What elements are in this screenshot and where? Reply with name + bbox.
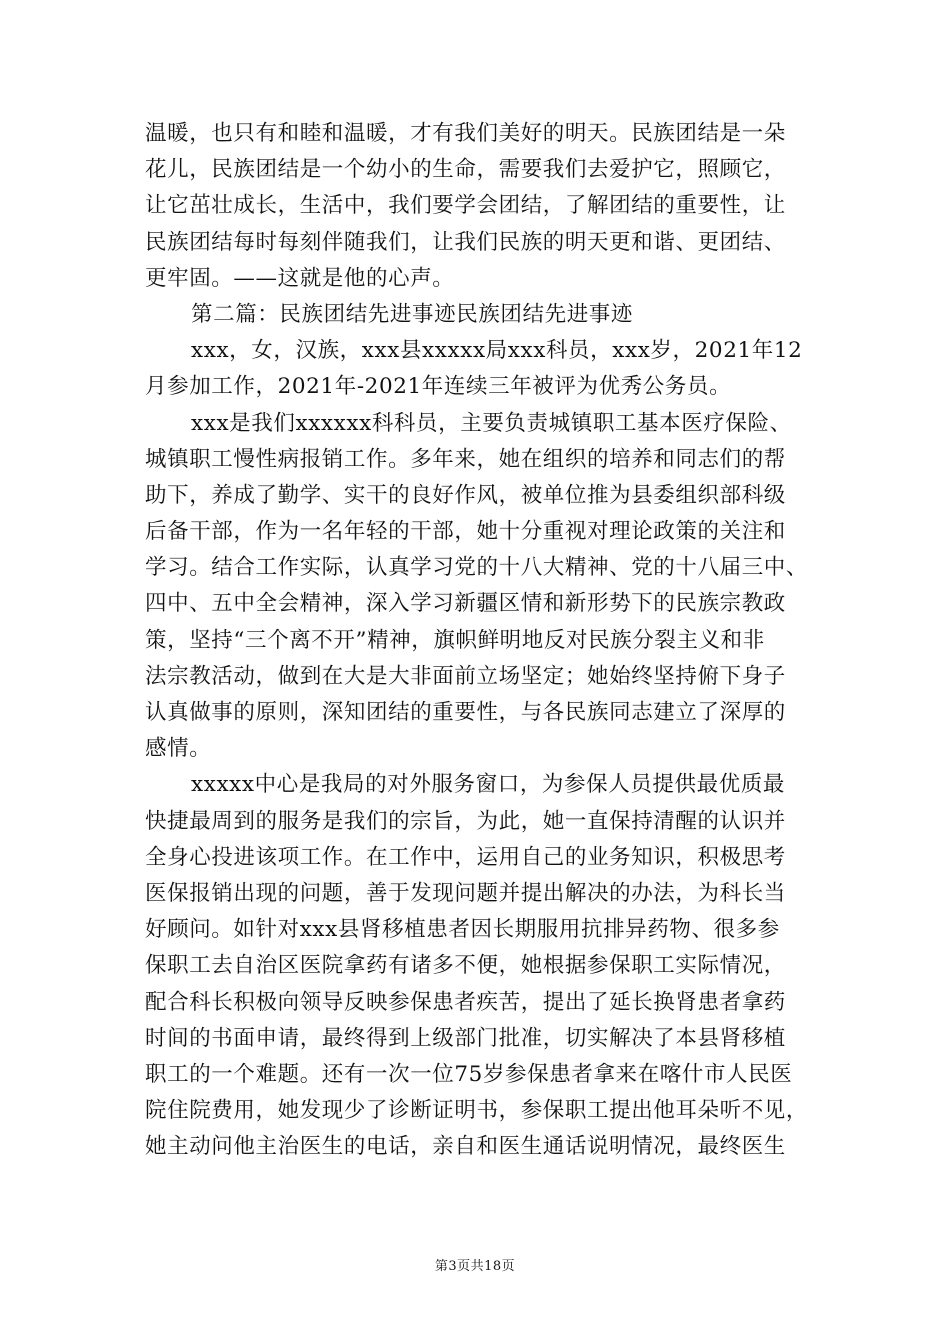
text-line: 策，坚持“三个离不开”精神，旗帜鲜明地反对民族分裂主义和非 — [145, 627, 765, 653]
text-line: 花儿，民族团结是一个幼小的生命，需要我们去爱护它，照顾它， — [145, 157, 786, 183]
text-line: 她主动问他主治医生的电话，亲自和医生通话说明情况，最终医生 — [145, 1134, 786, 1160]
text-line: 温暖，也只有和睦和温暖，才有我们美好的明天。民族团结是一朵 — [145, 121, 786, 146]
text-line: 学习。结合工作实际，认真学习党的十八大精神、党的十八届三中、 — [145, 555, 809, 581]
footer-middle: 页共 — [457, 1259, 485, 1274]
document-body — [145, 116, 825, 1165]
text-line: 月参加工作，2021年-2021年连续三年被评为优秀公务员。 — [145, 374, 732, 400]
text-line: 城镇职工慢性病报销工作。多年来，她在组织的培养和同志们的帮 — [145, 446, 786, 472]
text-line: 更牢固。——这就是他的心声。 — [145, 265, 455, 291]
text-line: 职工的一个难题。还有一次一位75岁参保患者拿来在喀什市人民医 — [145, 1061, 793, 1087]
text-line: 时间的书面申请，最终得到上级部门批准，切实解决了本县肾移植 — [145, 1025, 786, 1051]
text-line: 法宗教活动，做到在大是大非面前立场坚定；她始终坚持俯下身子 — [145, 663, 786, 689]
text-line: 保职工去自治区医院拿药有诸多不便，她根据参保职工实际情况， — [145, 953, 786, 979]
footer-prefix: 第 — [434, 1259, 449, 1274]
text-line: xxxxx中心是我局的对外服务窗口，为参保人员提供最优质最 — [191, 772, 786, 798]
text-line: 配合科长积极向领导反映参保患者疾苦，提出了延长换肾患者拿药 — [145, 989, 786, 1015]
text-line: 院住院费用，她发现少了诊断证明书，参保职工提出他耳朵听不见， — [145, 1098, 809, 1124]
text-line: xxx是我们xxxxxx科科员，主要负责城镇职工基本医疗保险、 — [191, 410, 792, 436]
text-line: 四中、五中全会精神，深入学习新疆区情和新形势下的民族宗教政 — [145, 591, 786, 617]
text-line: 认真做事的原则，深知团结的重要性，与各民族同志建立了深厚的 — [145, 700, 786, 725]
footer-total-pages: 18 — [484, 1259, 502, 1274]
page-footer — [0, 1258, 950, 1276]
text-line: xxx，女，汉族，xxx县xxxxx局xxx科员，xxx岁，2021年12 — [191, 338, 803, 364]
text-line: 民族团结每时每刻伴随我们，让我们民族的明天更和谐、更团结、 — [145, 229, 786, 255]
footer-suffix: 页 — [501, 1259, 516, 1274]
text-line: 第二篇：民族团结先进事迹民族团结先进事迹 — [191, 301, 634, 327]
text-line: 全身心投进该项工作。在工作中，运用自己的业务知识，积极思考 — [145, 844, 786, 870]
text-line: 感情。 — [145, 736, 212, 762]
text-line: 后备干部，作为一名年轻的干部，她十分重视对理论政策的关注和 — [145, 519, 786, 545]
text-line: 让它茁壮成长，生活中，我们要学会团结，了解团结的重要性，让 — [145, 193, 786, 219]
text-line: 医保报销出现的问题，善于发现问题并提出解决的办法，为科长当 — [145, 880, 786, 906]
text-line: 好顾问。如针对xxx县肾移植患者因长期服用抗排异药物、很多参 — [145, 917, 780, 943]
footer-current-page: 3 — [448, 1259, 458, 1274]
text-line: 助下，养成了勤学、实干的良好作风，被单位推为县委组织部科级 — [145, 482, 786, 508]
text-line: 快捷最周到的服务是我们的宗旨，为此，她一直保持清醒的认识并 — [145, 808, 786, 834]
